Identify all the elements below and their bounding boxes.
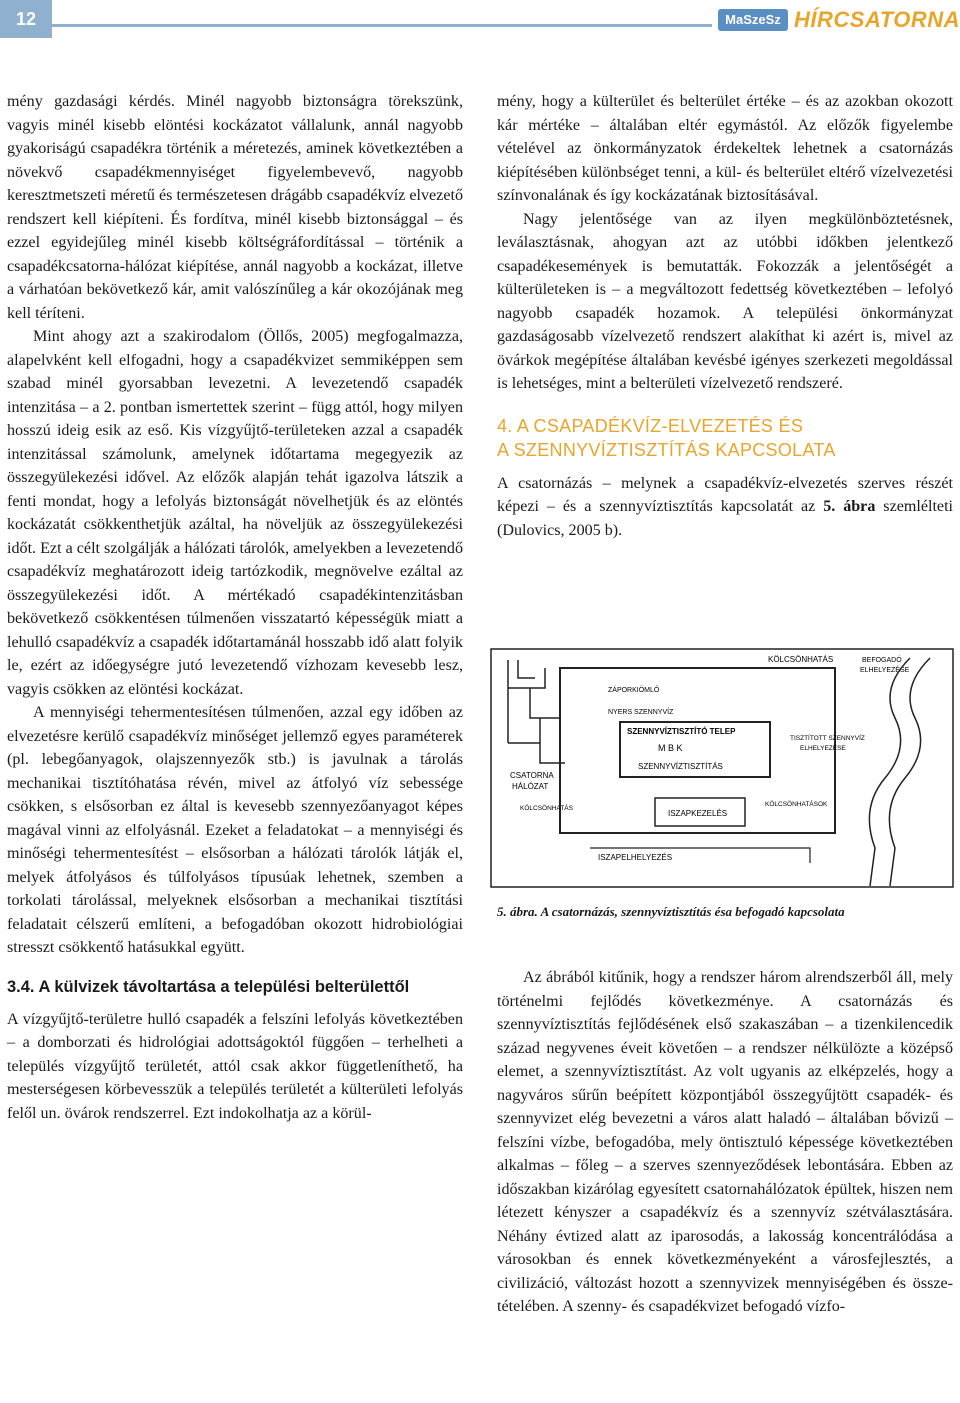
chapter-heading-line2: A SZENNYVÍZTISZTÍTÁS KAPCSOLATA	[497, 439, 836, 460]
label-csatorna: CSATORNA	[510, 771, 554, 780]
magazine-logo	[718, 4, 960, 36]
figure-diagram	[490, 648, 954, 888]
label-nyers-szennyviz: NYERS SZENNYVÍZ	[608, 709, 674, 716]
paragraph: A mennyiségi tehermentesítésen túlmenően, azzal egy időben az elvezetésre kerülő csapadékvíz minőséget jellemző egyes paraméterek (pl. lebegőanyagok, olajszennyezők stb.) is javulnak a tárolás mechanikai tisztítóhatása révén, mivel az átfolyó víz sebessége csökken, s elsősorban ez által is kevesebb szennyezőanyagot képes magával vinni az elfolyásnál. Ezeket a feladatokat – a mennyiségi és minőségi tehermentesítést – elsősorban a hálózati tárolók látják el, melyek átfolyásos és túlfolyásos típusúak lehetnek, szemben a torkolati tárolással, melyeknek elsősorban a mechanikai tisztítási feladatait célszerű említeni, a befogadóban okozott hidrobiológiai stresszt csökkentő hatásukkal együtt.	[7, 704, 463, 956]
figure-reference: 5. ábra	[823, 498, 876, 515]
label-tisztitott: TISZTÍTOTT SZENNYVÍZ	[790, 735, 865, 742]
label-kolcsonhatas-left: KÖLCSÖNHATÁS	[520, 805, 573, 812]
label-tisztitott-2: ELHELYEZÉSE	[800, 745, 846, 752]
maszesz-logo: MaSzeSz	[718, 9, 788, 31]
paragraph: Mint ahogy azt a szakirodalom (Öllős, 2005) megfogalmazza, alapelvként kell elfogadni, hogy a csapadékvizet semmiképpen sem szabad minél gyorsabban levezetni. A levezetendő csapadék intenzitása – a 2. pontban ismertettek szerint – függ attól, hogy milyen hosszú ideig esik az eső. Kis vízgyűjtő-területeken azzal a csapadék intenzitással számolunk, amelynek időtartama megegyezik az összegyülekezési idővel. Az előzők alapján tehát igazolva látszik a fenti mondat, hogy a lefolyás biztonságát növelhetjük és az elöntés kockázatát csökkenthetjük azáltal, ha növeljük az összegyülekezési időt. Ezt a célt szolgálják a hálózati tárolók, amelyekben a levezetendő csapadékvíz meghatározott ideig tartózkodik, megnövelve ezáltal az összegyülekezési időt. A mértékadó csapadékintenzitásban bekövetkező csökkentésen túlmenően visszatartó képességük miatt a lehulló csapadékvíz a csapadék időtartamánál hosszabb idő alatt folyik le, ezért az időegységre jutó levezetendő vízhozam kevesebb lesz, vagyis csökken az elöntési kockázat.	[7, 328, 463, 698]
page-header	[0, 0, 960, 40]
label-befogado: BEFOGADÓ	[862, 657, 902, 664]
hircsatorna-logo: HÍRCSATORNA	[794, 7, 960, 32]
diagram-svg	[490, 648, 954, 888]
right-column	[497, 90, 953, 542]
right-column-lower	[497, 966, 953, 1319]
paragraph: mény gazdasági kérdés. Minél nagyobb biztonságra törekszünk, vagyis minél kisebb elöntési kockázatot vállalunk, annál nagyobb gyakoriságú csapadékra történik a méretezés, aminek következtében a növekvő csapadékmennyiséget figyelembevevő, nagyobb keresztmetszeti méretű és természetesen drágább csapadékvíz elvezető rendszert kell kiépíteni. És fordítva, minél kisebb biztonsággal – és ezzel egyidejűleg minél kisebb költségráfordítással – történik a csapadékcsatorna-hálózat kiépítése, annál nagyobb a kockázat, illetve a várhatóan bekövetkező kár, amit valószínűleg a kár okozójának meg kell téríteni.	[7, 93, 463, 322]
header-rule	[52, 24, 712, 27]
label-iszapkezeles: ISZAPKEZELÉS	[668, 809, 728, 818]
label-iszapelhelyezes: ISZAPELHELYEZÉS	[598, 853, 673, 862]
paragraph: Az ábrából kitűnik, hogy a rendszer három alrendszerből áll, mely történelmi fejlődés következménye. A csatornázás és szennyvíztisztítás fejlődésének első szakaszában – a tizenkilencedik század negyvenes éveit követően – a rendszer nélkülözte a középső elemet, a szennyvíztisztítást. Az volt ugyanis az elképzelés, hogy a nagyváros sűrűn beépített központjából összegyűjtött csapadék- és szennyvizet elég bevezetni a város alatt haladó – általában bővizű – felszíni vízbe, befogadóba, mely öntisztuló képessége következtében alkalmas – főleg – a szerves szennyeződések lebontására. Ebben az időszakban kizárólag egyesített csatornahálózatok épültek, hiszen nem létezett kényszer a csapadékvíz és a szennyvíz szétválasztására. Néhány évtized alatt az iparosodás, a lakosság koncentrálódása a városokban és ennek következményeként a városfejlesztés, a civilizáció, változást hozott a szennyvizek mennyiségében és összetételében. A szenny- és csapadékvizet befogadó vízfo-	[497, 969, 953, 1315]
label-kolcsonhatasok: KÖLCSÖNHATÁSOK	[765, 801, 828, 808]
paragraph: A vízgyűjtő-területre hulló csapadék a felszíni lefolyás következtében – a domborzati és hidrológiai adottságoktól függően – terhelheti a település vízgyűjtő területét, attól csak akkor függetleníthető, ha mesterségesen körbevesszük a település területét a külterületi lefolyás felől un. övárok rendszerrel. Ezt indokolhatja az a körül-	[7, 1010, 463, 1122]
section-heading: 3.4. A külvizek távoltartása a települési belterülettől	[7, 977, 410, 996]
label-halozat: HÁLÓZAT	[512, 782, 549, 791]
chapter-heading	[497, 414, 953, 462]
left-column	[7, 90, 463, 1125]
label-mbk: M B K	[658, 743, 683, 753]
label-befogado-2: ELHELYEZÉSE	[860, 667, 910, 674]
label-kolcsonhatas: KÖLCSÖNHATÁS	[768, 655, 834, 664]
label-telep: SZENNYVÍZTISZTÍTÓ TELEP	[627, 727, 736, 736]
text-run: szemlélteti (Dulovics, 2005 b).	[497, 498, 954, 539]
figure-caption: 5. ábra. A csatornázás, szennyvíztisztítás ésa befogadó kapcsolata	[497, 904, 845, 919]
label-szennyviztisztitas: SZENNYVÍZTISZTÍTÁS	[638, 762, 723, 771]
paragraph: mény, hogy a külterület és belterület értéke – és az azokban okozott kár mértéke – általában eltér egymástól. Az előzők figyelembe vételével az önkormányzatok érdekeltek lehetnek a csatornázás kiépítésében különbséget tenni, a kül- és belterület eltérő vízelvezetési színvonalának és így kockázatának biztosításával.	[497, 93, 953, 204]
page-number: 12	[15, 9, 37, 29]
paragraph: Nagy jelentősége van az ilyen megkülönböztetésnek, leválasztásnak, ahogyan azt az utóbbi időkben jelentkező csapadékesemények is bemutatták. Fokozzák a jelentőségét a külterületeken is – a megváltozott fedettség következtében – lefolyó nagyobb csapadék hozamok. A települési önkormányzat gazdaságosabb vízelvezető rendszert alakíthat ki azért is, mivel az övárkok megépítése általában kevésbé igényes szerkezeti megoldással is lehetséges, mint a belterületi vízelvezető rendszeré.	[497, 210, 953, 392]
paragraph	[497, 472, 953, 543]
label-zaporkiomlo: ZÁPORKIÖMLŐ	[608, 687, 660, 694]
text-run: A csatornázás – melynek a csapadékvíz-elvezetés szerves részét képezi – és a szennyvíztisztítás kapcsolatát az	[497, 474, 953, 515]
chapter-heading-line1: 4. A CSAPADÉKVÍZ-ELVEZETÉS ÉS	[497, 415, 804, 436]
